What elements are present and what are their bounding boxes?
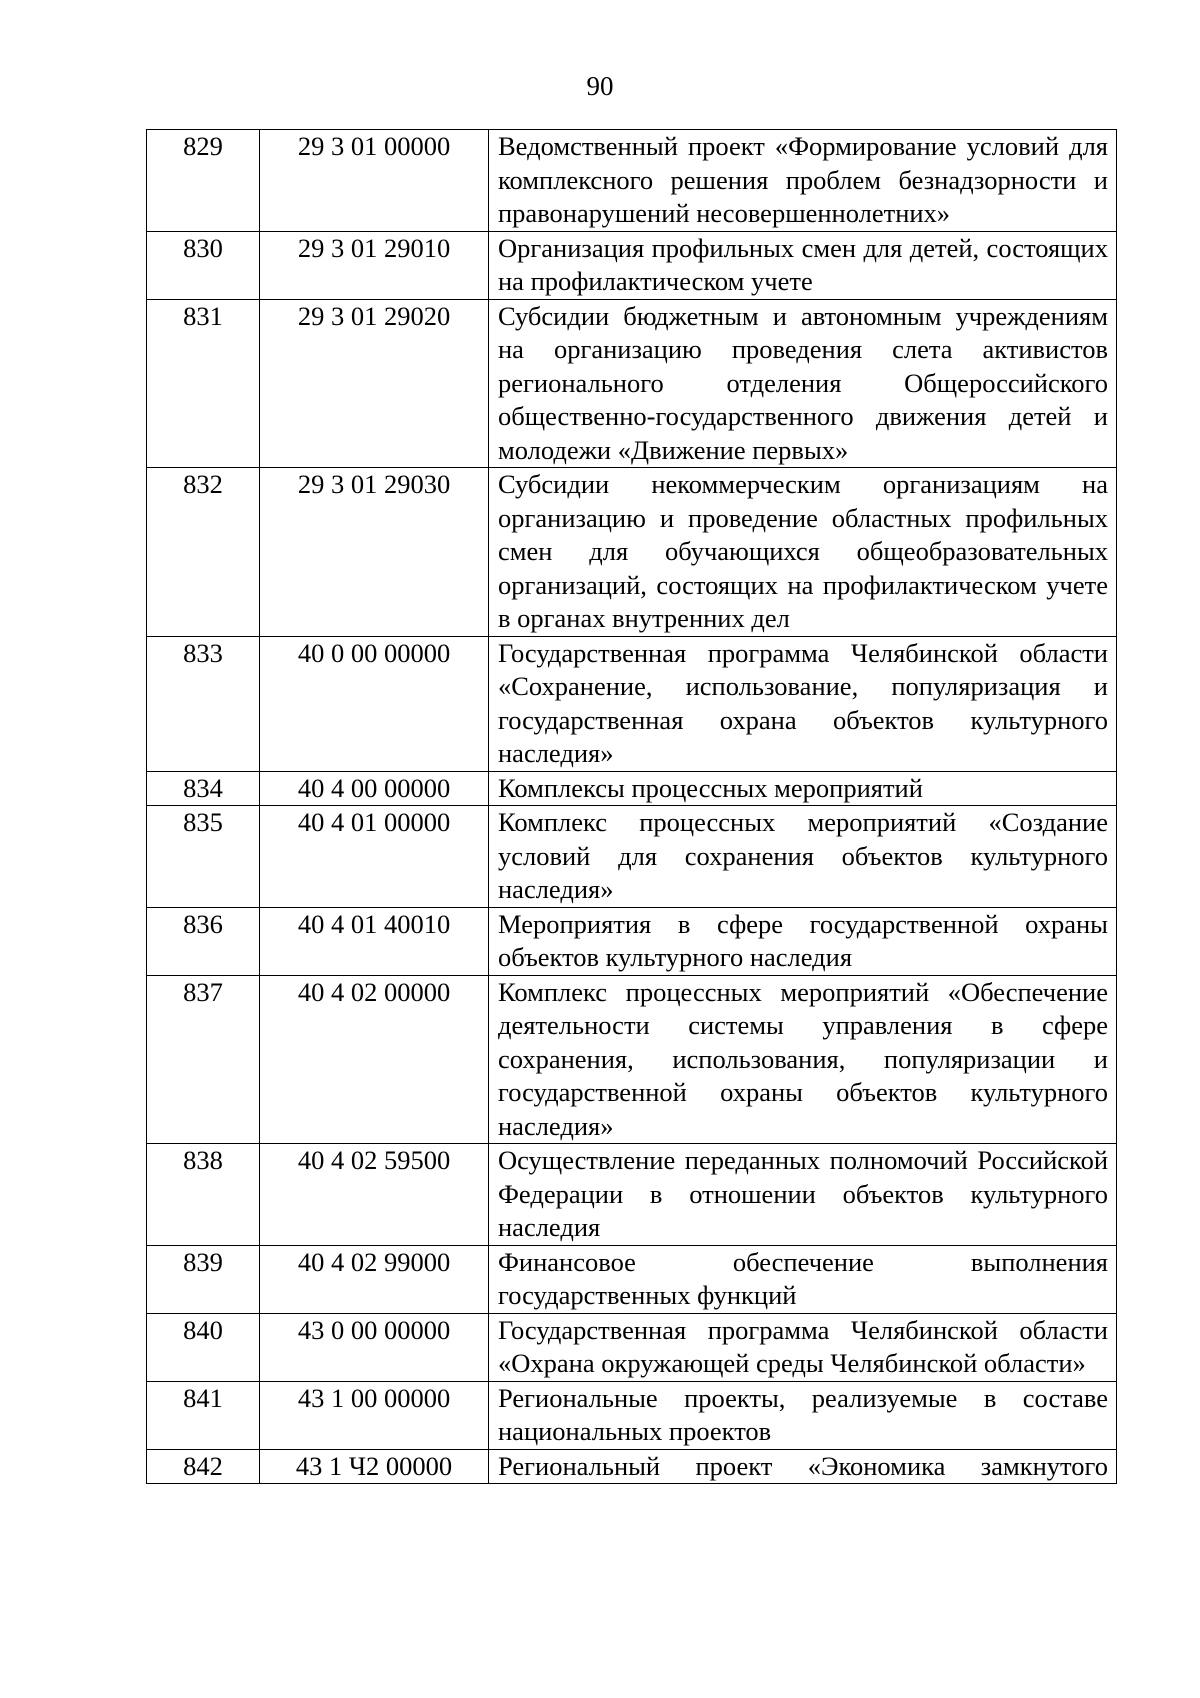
table-row (147, 468, 1117, 637)
budget-code: 40 4 02 59500 (260, 1144, 489, 1246)
page-number: 90 (586, 71, 614, 101)
row-description: Мероприятия в сфере государственной охраны объектов культурного наследия (489, 907, 1117, 975)
budget-code: 43 1 Ч2 00000 (260, 1449, 489, 1484)
row-number: 830 (147, 231, 260, 299)
table-row (147, 907, 1117, 975)
row-number: 842 (147, 1449, 260, 1484)
budget-code: 29 3 01 29010 (260, 231, 489, 299)
row-description: Комплекс процессных мероприятий «Обеспечение деятельности системы управления в сфере сохранения, использования, популяризации и государственной охраны объектов культурного наследия» (489, 975, 1117, 1144)
row-description: Субсидии некоммерческим организациям на организацию и проведение областных профильных смен для обучающихся общеобразовательных организаций, состоящих на профилактическом учете в органах внутренних дел (489, 468, 1117, 637)
row-number: 834 (147, 771, 260, 806)
row-number: 841 (147, 1381, 260, 1449)
row-description: Организация профильных смен для детей, состоящих на профилактическом учете (489, 231, 1117, 299)
row-description-continued: Региональный проект «Экономика замкнутого (498, 1450, 1108, 1481)
budget-code: 43 1 00 00000 (260, 1381, 489, 1449)
row-description: Комплекс процессных мероприятий «Создание условий для сохранения объектов культурного наследия» (489, 806, 1117, 908)
budget-code: 40 4 01 40010 (260, 907, 489, 975)
row-number: 837 (147, 975, 260, 1144)
row-number: 836 (147, 907, 260, 975)
row-description (489, 1449, 1117, 1484)
row-number: 832 (147, 468, 260, 637)
table-row (147, 1144, 1117, 1246)
row-description: Региональные проекты, реализуемые в составе национальных проектов (489, 1381, 1117, 1449)
budget-code: 29 3 01 00000 (260, 130, 489, 232)
table-row (147, 1449, 1117, 1484)
row-number: 835 (147, 806, 260, 908)
budget-code: 29 3 01 29030 (260, 468, 489, 637)
budget-code: 40 4 00 00000 (260, 771, 489, 806)
budget-code: 40 4 01 00000 (260, 806, 489, 908)
row-number: 833 (147, 636, 260, 771)
table-row (147, 771, 1117, 806)
row-number: 839 (147, 1245, 260, 1313)
row-description: Финансовое обеспечение выполнения государственных функций (489, 1245, 1117, 1313)
table-row (147, 636, 1117, 771)
table-row (147, 299, 1117, 468)
budget-code: 40 4 02 99000 (260, 1245, 489, 1313)
row-description: Государственная программа Челябинской области «Охрана окружающей среды Челябинской области» (489, 1313, 1117, 1381)
table-row (147, 130, 1117, 232)
table-row (147, 1245, 1117, 1313)
row-number: 829 (147, 130, 260, 232)
row-description: Комплексы процессных мероприятий (489, 771, 1117, 806)
budget-code-table (146, 129, 1117, 1484)
budget-code: 40 0 00 00000 (260, 636, 489, 771)
table-row (147, 806, 1117, 908)
row-number: 840 (147, 1313, 260, 1381)
row-description: Государственная программа Челябинской области «Сохранение, использование, популяризация и государственная охрана объектов культурного наследия» (489, 636, 1117, 771)
table-row (147, 975, 1117, 1144)
budget-code: 43 0 00 00000 (260, 1313, 489, 1381)
budget-code: 29 3 01 29020 (260, 299, 489, 468)
table-row (147, 231, 1117, 299)
row-description: Осуществление переданных полномочий Российской Федерации в отношении объектов культурного наследия (489, 1144, 1117, 1246)
row-description: Ведомственный проект «Формирование условий для комплексного решения проблем безнадзорности и правонарушений несовершеннолетних» (489, 130, 1117, 232)
table-row (147, 1381, 1117, 1449)
row-number: 831 (147, 299, 260, 468)
row-number: 838 (147, 1144, 260, 1246)
row-description: Субсидии бюджетным и автономным учреждениям на организацию проведения слета активистов регионального отделения Общероссийского общественно-государственного движения детей и молодежи «Движение первых» (489, 299, 1117, 468)
table-row (147, 1313, 1117, 1381)
budget-code: 40 4 02 00000 (260, 975, 489, 1144)
